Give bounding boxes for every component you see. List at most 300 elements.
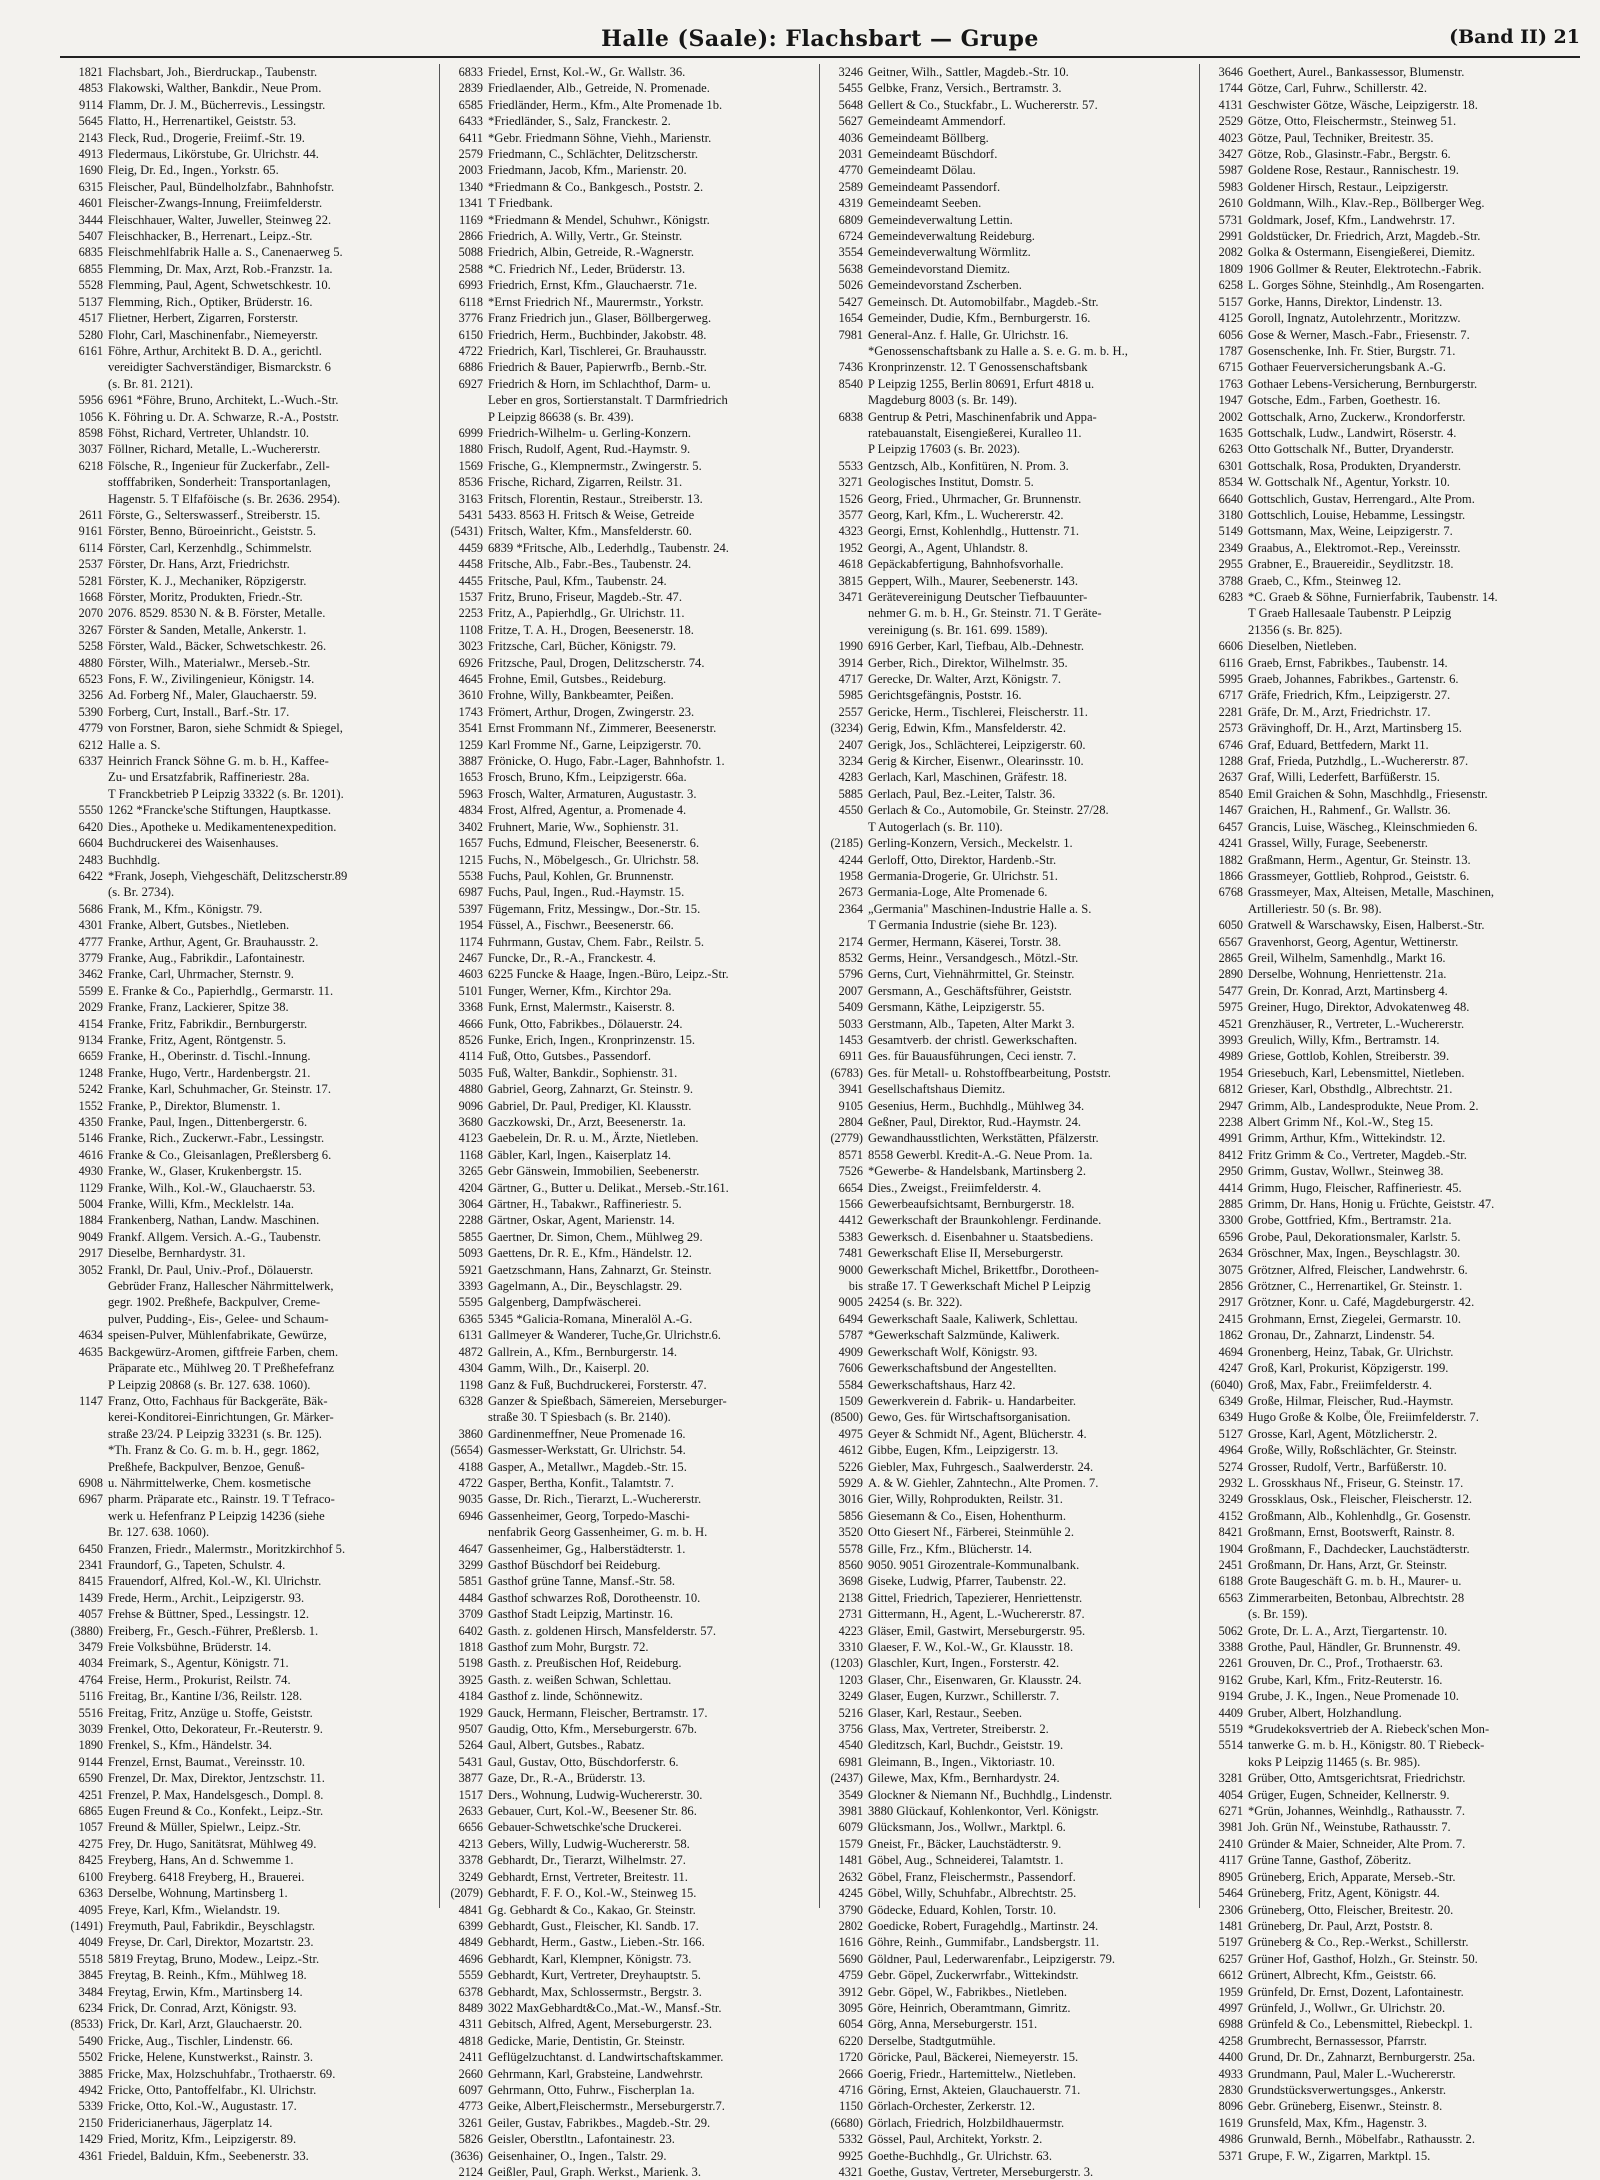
directory-entry — [1203, 1524, 1576, 1540]
phone-number: 1056 — [78, 409, 103, 424]
entry-text: Fügemann, Fritz, Messingw., Dor.-Str. 15. — [488, 901, 701, 916]
entry-text: T Friedbank. — [488, 196, 553, 211]
entry-text: Hugo Große & Kolbe, Öle, Freiimfelderstr. 7. — [1248, 1410, 1479, 1425]
entry-text: Gasth. z. Preußischen Hof, Reideburg. — [488, 1656, 682, 1671]
entry-text: Grabner, E., Brauereidir., Seydlitzstr. 18. — [1248, 557, 1454, 572]
entry-text: Gittel, Friedrich, Tapezierer, Henriettenstr. — [868, 1590, 1083, 1605]
directory-entry — [443, 589, 815, 605]
entry-text: Gemeindeamt Dölau. — [868, 163, 976, 178]
directory-entry — [823, 474, 1195, 490]
directory-entry — [63, 1475, 435, 1491]
phone-number: 4275 — [78, 1836, 103, 1851]
directory-entry — [63, 589, 435, 605]
phone-number: 1653 — [458, 770, 483, 785]
directory-entry — [1203, 638, 1576, 654]
phone-number: 2660 — [458, 2066, 483, 2081]
directory-entry — [443, 704, 815, 720]
directory-entry — [63, 1442, 435, 1458]
directory-entry — [823, 1590, 1195, 1606]
entry-text: Gemeindeamt Seeben. — [868, 196, 982, 211]
directory-entry — [823, 1557, 1195, 1573]
entry-text: Gödecke, Eduard, Kohlen, Torstr. 10. — [868, 1902, 1057, 1917]
directory-entry — [1203, 1081, 1576, 1097]
directory-entry — [823, 1032, 1195, 1048]
entry-text: Frauendorf, Alfred, Kol.-W., Kl. Ulrichstr. — [108, 1574, 322, 1589]
phone-number: 4484 — [458, 1590, 483, 1605]
phone-number: 5595 — [458, 1295, 483, 1310]
directory-entry — [823, 1984, 1195, 2000]
entry-text: Fraundorf, G., Tapeten, Schulstr. 4. — [108, 1557, 286, 1572]
entry-text: Funger, Werner, Kfm., Kirchtor 29a. — [488, 983, 672, 998]
entry-text: Gasthof zum Mohr, Burgstr. 72. — [488, 1640, 649, 1654]
directory-entry — [443, 64, 815, 80]
phone-number: 6349 — [1218, 1393, 1243, 1408]
phone-number: 6835 — [78, 245, 103, 260]
phone-number: 1654 — [838, 311, 863, 326]
directory-entry — [63, 687, 435, 703]
phone-number: 1439 — [78, 1590, 103, 1605]
directory-entry — [443, 2066, 815, 2082]
entry-text: Glaeser, F. W., Kol.-W., Gr. Klausstr. 18. — [868, 1640, 1074, 1654]
phone-number: 6378 — [458, 1984, 483, 1999]
entry-text: Gewerkschaft der Braunkohlengr. Ferdinande. — [868, 1213, 1102, 1228]
directory-entry — [1203, 934, 1576, 950]
entry-text: Gauck, Hermann, Fleischer, Bertramstr. 17. — [488, 1705, 708, 1720]
entry-text: Gassenheimer, Gg., Halberstädterstr. 1. — [488, 1541, 686, 1556]
entry-text: Grünfeld, Dr. Ernst, Dozent, Lafontainestr. — [1248, 1984, 1464, 1999]
directory-entry — [443, 261, 815, 277]
directory-entry — [63, 1098, 435, 1114]
entry-text: Georgi, A., Agent, Uhlandstr. 8. — [868, 540, 1028, 555]
entry-text: Gärtner, Oskar, Agent, Marienstr. 14. — [488, 1213, 675, 1228]
directory-entry — [443, 1672, 815, 1688]
phone-number: 4777 — [78, 934, 103, 949]
entry-text: Giebler, Max, Fuhrgesch., Saalwerderstr. 24. — [868, 1459, 1094, 1474]
directory-entry — [443, 573, 815, 589]
directory-entry — [1203, 835, 1576, 851]
entry-text: Gebr Gänswein, Immobilien, Seebenerstr. — [488, 1164, 700, 1179]
entry-text: Geitner, Wilh., Sattler, Magdeb.-Str. 10. — [868, 65, 1069, 79]
directory-entry — [63, 1360, 435, 1376]
entry-text: Großmann, F., Dachdecker, Lauchstädterstr. — [1248, 1541, 1470, 1556]
entry-text: Grimm, Arthur, Kfm., Wittekindstr. 12. — [1248, 1131, 1446, 1146]
entry-text: Gilewe, Max, Kfm., Bernhardystr. 24. — [868, 1771, 1060, 1786]
entry-text: Fritsch, Florentin, Restaur., Streiberstr. 13. — [488, 491, 703, 506]
entry-text: Göring, Ernst, Akteien, Glauchauerstr. 71. — [868, 2082, 1081, 2097]
directory-entry — [63, 1623, 435, 1639]
entry-text: Flietner, Herbert, Zigarren, Forsterstr. — [108, 311, 299, 326]
directory-entry — [1203, 1819, 1576, 1835]
entry-text: Germer, Hermann, Käserei, Torstr. 38. — [868, 934, 1062, 949]
entry-text: Götze, Otto, Fleischermstr., Steinweg 51. — [1248, 114, 1457, 129]
directory-entry — [1203, 687, 1576, 703]
directory-entry — [1203, 1803, 1576, 1819]
directory-entry — [63, 966, 435, 982]
phone-number: 6590 — [78, 1771, 103, 1786]
phone-number: 2415 — [1218, 1311, 1243, 1326]
entry-text: Gittermann, H., Agent, L.-Wuchererstr. 87. — [868, 1607, 1085, 1622]
entry-text: Grube, J. K., Ingen., Neue Promenade 10. — [1248, 1689, 1459, 1704]
phone-number: 1954 — [458, 918, 483, 933]
entry-text: Gemeindeamt Böllberg. — [868, 130, 989, 145]
entry-text: Gerichtsgefängnis, Poststr. 16. — [868, 688, 1022, 703]
phone-number: 3388 — [1218, 1640, 1243, 1654]
phone-number: 8096 — [1218, 2099, 1243, 2114]
entry-text: Gravenhorst, Georg, Agentur, Wettinerstr. — [1248, 934, 1459, 949]
directory-entry — [1203, 1787, 1576, 1803]
entry-text: P Leipzig 86638 (s. Br. 439). — [488, 409, 634, 424]
entry-text: (s. Br. 81. 2121). — [108, 376, 194, 391]
phone-number: 4034 — [78, 1656, 103, 1671]
directory-entry — [63, 1819, 435, 1835]
entry-text: Gleditzsch, Karl, Buchdr., Geiststr. 19. — [868, 1738, 1064, 1753]
entry-text: Dieselbe, Bernhardystr. 31. — [108, 1246, 246, 1261]
phone-number: 4517 — [78, 311, 103, 326]
entry-text: Fried, Moritz, Kfm., Leipzigerstr. 89. — [108, 2132, 297, 2147]
phone-number: 6927 — [458, 376, 483, 391]
entry-text: Frisch, Rudolf, Agent, Rud.-Haymstr. 9. — [488, 442, 691, 457]
entry-text: Gotsche, Edm., Farben, Goethestr. 16. — [1248, 393, 1441, 408]
phone-number: 8415 — [78, 1574, 103, 1589]
entry-text: Gewerksch. d. Eisenbahner u. Staatsbediens. — [868, 1229, 1094, 1244]
phone-number: 2281 — [1218, 704, 1243, 719]
directory-entry — [1203, 753, 1576, 769]
entry-text: Gasth. z. weißen Schwan, Schlettau. — [488, 1672, 672, 1687]
phone-number: 1057 — [78, 1820, 103, 1835]
phone-number: 4455 — [458, 573, 483, 588]
directory-entry — [443, 409, 815, 425]
directory-entry — [823, 868, 1195, 884]
entry-text: Graf, Frieda, Putzhdlg., L.-Wuchererstr. 87. — [1248, 754, 1469, 769]
phone-number: 4722 — [458, 343, 483, 358]
phone-number: 4550 — [838, 803, 863, 818]
directory-entry — [823, 1459, 1195, 1475]
entry-text: *Gebr. Friedmann Söhne, Viehh., Marienstr. — [488, 130, 712, 145]
phone-number: 3281 — [1218, 1771, 1243, 1786]
phone-number: 2537 — [78, 557, 103, 572]
entry-text: straße 30. T Spiesbach (s. Br. 2140). — [488, 1410, 671, 1425]
phone-number: 5787 — [838, 1328, 863, 1343]
phone-number: 4986 — [1218, 2132, 1243, 2147]
directory-entry — [443, 1524, 815, 1540]
phone-number: 4184 — [458, 1689, 483, 1704]
directory-entry — [63, 2115, 435, 2131]
entry-text: Frönicke, O. Hugo, Fabr.-Lager, Bahnhofstr. 1. — [488, 754, 725, 769]
directory-entry — [823, 1967, 1195, 1983]
directory-entry — [823, 753, 1195, 769]
entry-text: Gentzsch, Alb., Konfitüren, N. Prom. 3. — [868, 458, 1069, 473]
directory-entry — [63, 605, 435, 621]
entry-text: Franke, P., Direktor, Blumenstr. 1. — [108, 1098, 281, 1113]
phone-number: 5538 — [458, 868, 483, 883]
entry-text: Gerns, Curt, Viehnährmittel, Gr. Steinstr. — [868, 967, 1075, 982]
entry-text: Fleischmehlfabrik Halle a. S., Canenaerweg 5. — [108, 245, 343, 260]
entry-text: Füssel, A., Fischwr., Beesenerstr. 66. — [488, 918, 674, 933]
phone-number: 3887 — [458, 754, 483, 769]
phone-number: 4400 — [1218, 2050, 1243, 2065]
directory-entry — [1203, 737, 1576, 753]
entry-text: Glaser, Karl, Restaur., Seeben. — [868, 1705, 1023, 1720]
directory-entry — [63, 491, 435, 507]
directory-entry — [63, 671, 435, 687]
entry-text: Fuchs, Edmund, Fleischer, Beesenerstr. 6. — [488, 836, 700, 851]
entry-text: Gibbe, Eugen, Kfm., Leipzigerstr. 13. — [868, 1443, 1059, 1458]
directory-entry — [63, 2082, 435, 2098]
phone-number: 3790 — [838, 1902, 863, 1917]
phone-number: 3941 — [838, 1082, 863, 1097]
directory-entry — [823, 2115, 1195, 2131]
phone-number: 5599 — [78, 983, 103, 998]
directory-entry — [1203, 409, 1576, 425]
phone-number: 4152 — [1218, 1508, 1243, 1523]
entry-text: kerei-Konditorei-Einrichtungen, Gr. Märker- — [108, 1410, 334, 1425]
entry-text: Fledermaus, Likörstube, Gr. Ulrichstr. 44. — [108, 147, 319, 162]
entry-text: Geisler, Oberstltn., Lafontainestr. 23. — [488, 2132, 675, 2147]
phone-number: 9096 — [458, 1098, 483, 1113]
phone-number: (6783) — [830, 1065, 863, 1080]
phone-number: 5197 — [1218, 1935, 1243, 1950]
directory-entry — [823, 1409, 1195, 1425]
directory-entry — [1203, 950, 1576, 966]
directory-entry — [63, 1262, 435, 1278]
phone-number: 2261 — [1218, 1656, 1243, 1671]
directory-entry — [823, 786, 1195, 802]
directory-entry — [823, 277, 1195, 293]
phone-number: 1174 — [459, 934, 483, 949]
directory-entry — [823, 687, 1195, 703]
phone-number: 3860 — [458, 1426, 483, 1441]
directory-entry — [823, 1048, 1195, 1064]
entry-text: Gemeindevorstand Zscherben. — [868, 278, 1022, 293]
entry-text: Frey, Dr. Hugo, Sanitätsrat, Mühlweg 49. — [108, 1836, 317, 1851]
directory-entry — [63, 753, 435, 769]
phone-number: 6283 — [1218, 590, 1243, 604]
entry-text: Fleischhauer, Walter, Juweller, Steinweg 22. — [108, 212, 332, 227]
phone-number: 5198 — [458, 1656, 483, 1671]
phone-number: 6050 — [1218, 918, 1243, 933]
directory-entry — [823, 1688, 1195, 1704]
directory-entry — [443, 2131, 815, 2147]
entry-text: Gemeinsch. Dt. Automobilfabr., Magdeb.-Str. — [868, 294, 1099, 309]
phone-number: 2306 — [1218, 1902, 1243, 1917]
phone-number: 5826 — [458, 2132, 483, 2147]
phone-number: 4770 — [838, 163, 863, 178]
entry-text: Förster & Sanden, Metalle, Ankerstr. 1. — [108, 622, 307, 637]
phone-number: 3779 — [78, 950, 103, 965]
directory-entry — [63, 1672, 435, 1688]
phone-number: 5281 — [78, 573, 103, 588]
directory-entry — [1203, 1114, 1576, 1130]
entry-text: Frische, G., Klempnermstr., Zwingerstr. 5. — [488, 458, 702, 473]
directory-entry — [1203, 1491, 1576, 1507]
entry-text: Gericke, Herm., Tischlerei, Fleischerstr. 11. — [868, 704, 1088, 719]
entry-text: Gottsmann, Max, Weine, Leipzigerstr. 7. — [1248, 524, 1453, 539]
entry-text: Freyberg. 6418 Freyberg, H., Brauerei. — [108, 1869, 305, 1884]
phone-number: 6768 — [1218, 885, 1243, 900]
phone-number: 6100 — [78, 1869, 103, 1884]
phone-number: 4036 — [838, 130, 863, 145]
directory-entry — [1203, 64, 1576, 80]
directory-entry — [1203, 556, 1576, 572]
directory-entry — [823, 1212, 1195, 1228]
entry-text: Dies., Zweigst., Freiimfelderstr. 4. — [868, 1180, 1042, 1195]
directory-entry — [63, 1737, 435, 1753]
directory-entry — [443, 80, 815, 96]
phone-number: 1481 — [838, 1853, 863, 1868]
entry-text: Fons, F. W., Zivilingenieur, Königstr. 14. — [108, 672, 315, 687]
entry-text: Großmann, Dr. Hans, Arzt, Gr. Steinstr. — [1248, 1557, 1448, 1572]
entry-text: Flachsbart, Joh., Bierdruckap., Taubenstr. — [108, 65, 318, 79]
entry-text: Grüber, Otto, Amtsgerichtsrat, Friedrichstr. — [1248, 1771, 1466, 1786]
phone-number: 6812 — [1218, 1082, 1243, 1097]
directory-entry — [823, 458, 1195, 474]
directory-entry — [1203, 1606, 1576, 1622]
entry-text: Grobe, Gottfried, Kfm., Bertramstr. 21a. — [1248, 1213, 1452, 1228]
directory-entry — [443, 1212, 815, 1228]
directory-entry — [823, 2049, 1195, 2065]
phone-number: 8412 — [1218, 1147, 1243, 1162]
phone-number: 2253 — [458, 606, 483, 621]
entry-text: Grancis, Luise, Wäscheg., Kleinschmieden 6. — [1248, 819, 1478, 834]
directory-entry — [63, 950, 435, 966]
directory-entry — [63, 852, 435, 868]
phone-number: 2003 — [458, 163, 483, 178]
entry-text: Grimm, Dr. Hans, Honig u. Früchte, Geiststr. 47. — [1248, 1197, 1495, 1212]
entry-text: Grossklaus, Osk., Fleischer, Fleischerstr. 12. — [1248, 1492, 1473, 1507]
entry-text: Franke, Rich., Zuckerwr.-Fabr., Lessingstr. — [108, 1131, 325, 1146]
phone-number: 6809 — [838, 212, 863, 227]
directory-entry — [1203, 97, 1576, 113]
entry-text: Giseke, Ludwig, Pfarrer, Taubenstr. 22. — [868, 1574, 1067, 1589]
phone-number: 3484 — [78, 1984, 103, 1999]
phone-number: 7526 — [838, 1164, 863, 1179]
phone-number: 4311 — [459, 2017, 483, 2032]
directory-entry — [63, 1885, 435, 1901]
directory-entry — [1203, 1409, 1576, 1425]
directory-entry — [823, 2066, 1195, 2082]
entry-text: Götze, Paul, Techniker, Breitestr. 35. — [1248, 130, 1434, 145]
entry-text: Geflügelzuchtanst. d. Landwirtschaftskammer. — [488, 2050, 724, 2065]
directory-entry — [443, 507, 815, 523]
phone-number: 4188 — [458, 1459, 483, 1474]
entry-text: Frick, Dr. Karl, Arzt, Glauchaerstr. 20. — [108, 2017, 303, 2032]
directory-entry — [823, 999, 1195, 1015]
phone-number: 5502 — [78, 2050, 103, 2065]
directory-entry — [1203, 294, 1576, 310]
phone-number: 1763 — [1218, 376, 1243, 391]
entry-text: Grobe, Paul, Dekorationsmaler, Karlstr. 5. — [1248, 1229, 1461, 1244]
phone-number: 4247 — [1218, 1361, 1243, 1376]
directory-entry — [1203, 852, 1576, 868]
entry-text: Graeb, Ernst, Fabrikbes., Taubenstr. 14. — [1248, 655, 1448, 670]
directory-entry — [443, 1081, 815, 1097]
phone-number: 3444 — [78, 212, 103, 227]
phone-number: 3554 — [838, 245, 863, 260]
directory-entry — [823, 1196, 1195, 1212]
phone-number: 3680 — [458, 1115, 483, 1129]
directory-entry — [823, 966, 1195, 982]
directory-entry — [443, 901, 815, 917]
entry-text: Freitag, Fritz, Anzüge u. Stoffe, Geiststr. — [108, 1705, 313, 1720]
entry-text: Gersmann, A., Geschäftsführer, Geiststr. — [868, 983, 1072, 998]
entry-text: Gratwell & Warschawsky, Eisen, Halberst.-Str. — [1248, 918, 1485, 933]
directory-entry — [63, 1147, 435, 1163]
directory-entry — [823, 1803, 1195, 1819]
phone-number: 1668 — [78, 590, 103, 604]
directory-entry — [443, 1065, 815, 1081]
phone-number: 1467 — [1218, 803, 1243, 818]
entry-text: Gabriel, Georg, Zahnarzt, Gr. Steinstr. 9. — [488, 1082, 694, 1097]
directory-entry — [443, 425, 815, 441]
entry-text: Gewo, Ges. für Wirtschaftsorganisation. — [868, 1410, 1071, 1425]
directory-entry — [443, 1262, 815, 1278]
directory-entry — [63, 343, 435, 359]
directory-columns — [60, 64, 1580, 2179]
directory-entry — [443, 2164, 815, 2180]
entry-text: Derselbe, Stadtgutmühle. — [868, 2033, 996, 2048]
entry-text: Gebers, Willy, Ludwig-Wuchererstr. 58. — [488, 1836, 690, 1851]
entry-text: 9050. 9051 Girozentrale-Kommunalbank. — [868, 1557, 1080, 1572]
directory-entry — [1203, 277, 1576, 293]
phone-number: 1108 — [459, 622, 483, 637]
directory-entry — [1203, 1032, 1576, 1048]
phone-number: 1203 — [838, 1672, 863, 1687]
directory-entry — [443, 1606, 815, 1622]
phone-number: 3261 — [458, 2115, 483, 2130]
entry-text: Flemming, Paul, Agent, Schwetschkestr. 10. — [108, 278, 331, 293]
phone-number: 8540 — [838, 376, 863, 391]
directory-entry — [823, 1327, 1195, 1343]
entry-text: Artilleriestr. 50 (s. Br. 98). — [1248, 901, 1382, 916]
entry-text: Görlach-Orchester, Zerkerstr. 12. — [868, 2099, 1035, 2114]
directory-entry — [63, 1951, 435, 1967]
directory-entry — [823, 1360, 1195, 1376]
entry-text: Fleig, Dr. Ed., Ingen., Yorkstr. 65. — [108, 163, 279, 178]
entry-text: Grimm, Hugo, Fleischer, Raffineriestr. 45. — [1248, 1180, 1462, 1195]
phone-number: 1744 — [1218, 81, 1243, 96]
directory-entry — [63, 392, 435, 408]
directory-entry — [823, 671, 1195, 687]
entry-text: Geologisches Institut, Domstr. 5. — [868, 475, 1034, 490]
phone-number: 8534 — [1218, 475, 1243, 490]
entry-text: Otto Giesert Nf., Färberei, Steinmühle 2. — [868, 1525, 1075, 1540]
directory-entry — [63, 1836, 435, 1852]
entry-text: Golka & Ostermann, Eisengießerei, Diemitz. — [1248, 245, 1475, 260]
directory-entry — [63, 884, 435, 900]
directory-entry — [823, 769, 1195, 785]
phone-number: 9925 — [838, 2148, 863, 2163]
directory-entry — [1203, 261, 1576, 277]
entry-text: Funke, Erich, Ingen., Kronprinzenstr. 15. — [488, 1032, 696, 1047]
directory-entry — [823, 1836, 1195, 1852]
phone-number: 6450 — [78, 1541, 103, 1556]
phone-number: 5885 — [838, 786, 863, 801]
phone-number: 4117 — [1219, 1853, 1243, 1868]
phone-number: 3402 — [458, 819, 483, 834]
entry-text: Gebhardt, Kurt, Vertreter, Dreyhauptstr. 5. — [488, 1968, 701, 1983]
phone-number: 4634 — [78, 1328, 103, 1343]
entry-text: Förster, Moritz, Produkten, Friedr.-Str. — [108, 590, 303, 604]
phone-number: 4412 — [838, 1213, 863, 1228]
directory-entry — [1203, 671, 1576, 687]
entry-text: Gebauer-Schwetschke'sche Druckerei. — [488, 1820, 682, 1835]
directory-entry — [1203, 130, 1576, 146]
directory-entry — [443, 1360, 815, 1376]
phone-number: 1340 — [458, 179, 483, 194]
directory-entry — [1203, 491, 1576, 507]
directory-entry — [1203, 819, 1576, 835]
entry-text: Gerätevereinigung Deutscher Tiefbauunter- — [868, 590, 1088, 604]
